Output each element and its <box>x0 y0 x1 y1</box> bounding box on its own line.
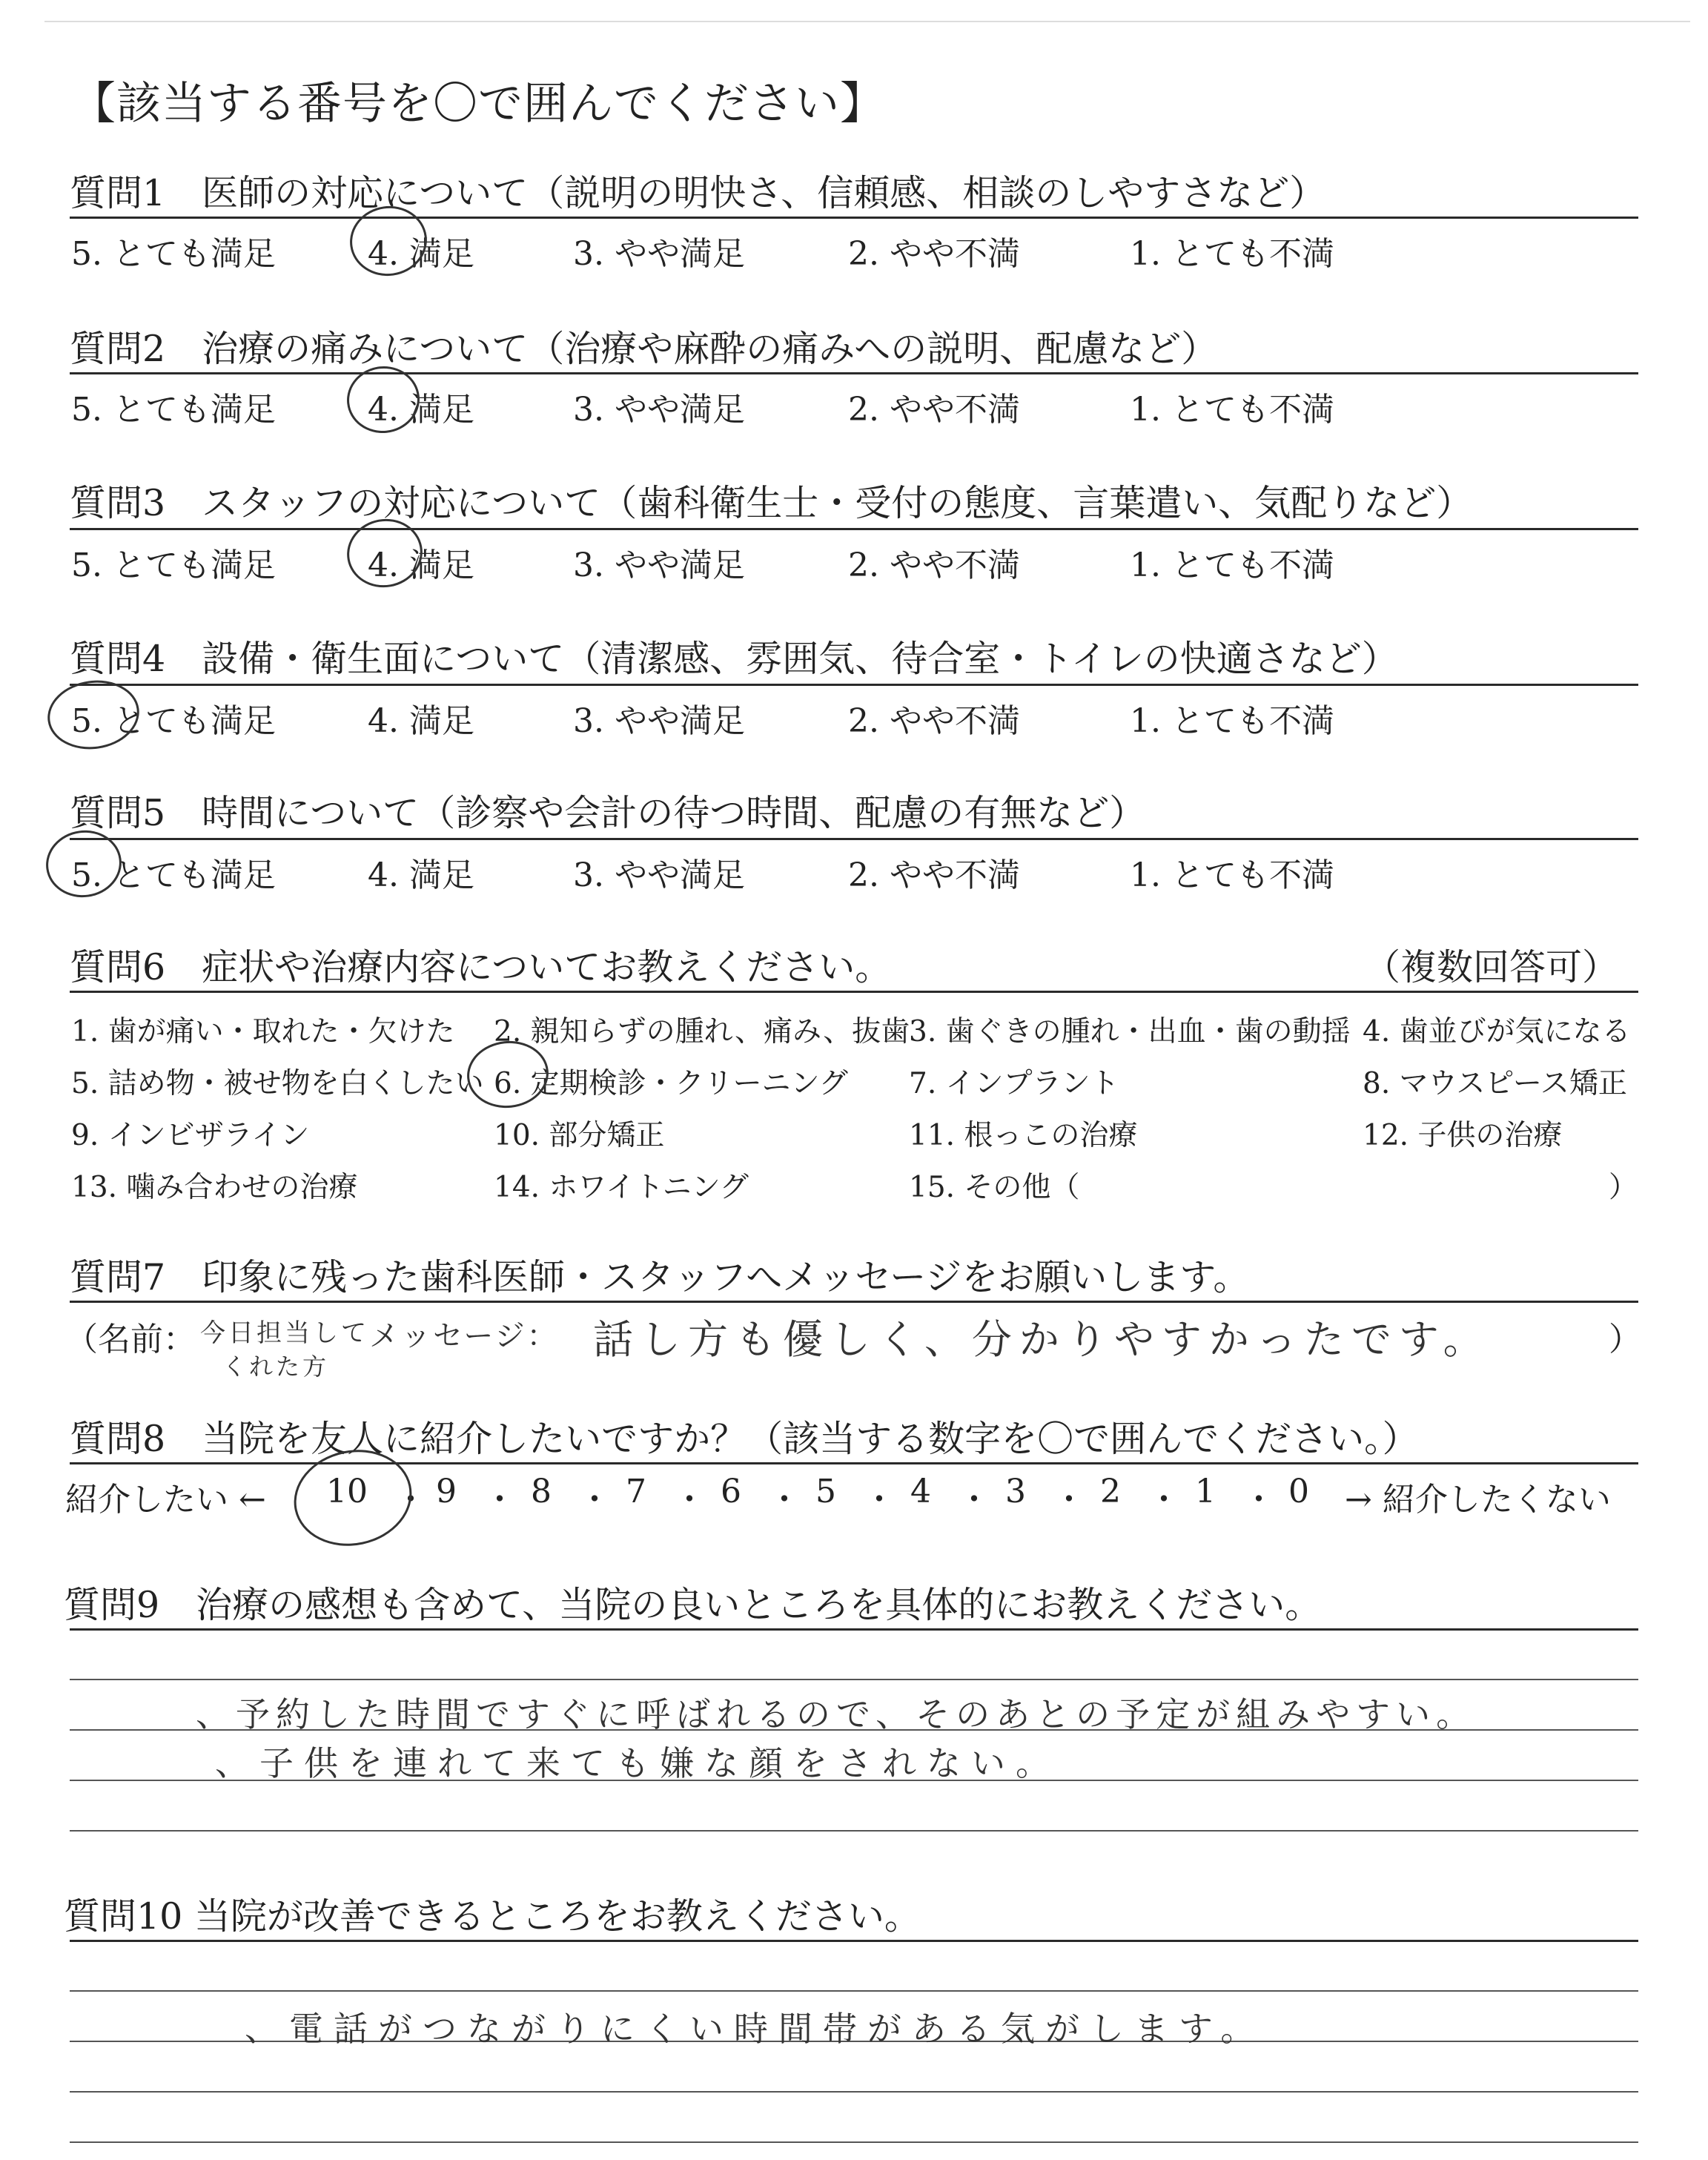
q8-dot: ・ <box>1053 1481 1085 1519</box>
q4-option-1[interactable]: 1. とても不満 <box>1130 702 1334 740</box>
question-4-rule <box>70 684 1638 686</box>
q6-option-3[interactable]: 3. 歯ぐきの腫れ・出血・歯の動揺 <box>909 1015 1351 1048</box>
question-10-title: 質問10 当院が改善できるところをお教えください。 <box>64 1895 921 1938</box>
question-1-rule <box>70 217 1638 219</box>
q8-dot: ・ <box>483 1481 516 1519</box>
q10-answer-line <box>70 1990 1638 1992</box>
question-8-title: 質問8 当院を友人に紹介したいですか？（該当する数字を〇で囲んでください。） <box>70 1418 1419 1460</box>
q9-answer-text-2[interactable]: 、子供を連れて来ても嫌な顔をされない。 <box>215 1743 1060 1783</box>
q8-number-5[interactable]: 5 <box>815 1473 836 1510</box>
q6-option-5[interactable]: 5. 詰め物・被せ物を白くしたい <box>71 1067 484 1100</box>
q6-other-close-paren: ） <box>1609 1171 1638 1204</box>
q3-option-3[interactable]: 3. やや満足 <box>573 546 745 584</box>
q3-option-1[interactable]: 1. とても不満 <box>1130 546 1334 584</box>
q8-number-4[interactable]: 4 <box>910 1473 931 1510</box>
q9-answer-line <box>70 1830 1638 1832</box>
q7-name-value-line2[interactable]: くれた方 <box>222 1353 330 1381</box>
q7-name-value-line1[interactable]: 今日担当して <box>200 1318 369 1348</box>
q6-option-9[interactable]: 9. インビザライン <box>71 1119 310 1152</box>
q8-dot: ・ <box>1242 1481 1275 1519</box>
question-2-rule <box>70 372 1638 374</box>
question-4-title: 質問4 設備・衛生面について（清潔感、雰囲気、待合室・トイレの快適さなど） <box>70 638 1398 680</box>
question-9-title: 質問9 治療の感想も含めて、当院の良いところを具体的にお教えください。 <box>64 1584 1322 1626</box>
q8-dot: ・ <box>863 1481 896 1519</box>
q8-dot: ・ <box>958 1481 990 1519</box>
question-7-rule <box>70 1301 1638 1303</box>
q8-number-0[interactable]: 0 <box>1288 1473 1309 1510</box>
q6-option-14[interactable]: 14. ホワイトニング <box>494 1171 749 1204</box>
q8-dot: ・ <box>1148 1481 1180 1519</box>
q5-option-1[interactable]: 1. とても不満 <box>1130 856 1334 894</box>
q1-option-4[interactable]: 4. 満足 <box>368 235 474 273</box>
q10-answer-line <box>70 2091 1638 2093</box>
question-5-rule <box>70 838 1638 840</box>
q5-option-4[interactable]: 4. 満足 <box>368 856 474 894</box>
q3-option-4[interactable]: 4. 満足 <box>368 546 474 584</box>
q6-option-15[interactable]: 15. その他（ <box>909 1171 1080 1204</box>
question-6-title: 質問6 症状や治療内容についてお教えください。 <box>70 946 892 988</box>
q8-dot: ・ <box>578 1481 611 1519</box>
question-8-rule <box>70 1462 1638 1464</box>
q8-number-2[interactable]: 2 <box>1100 1473 1121 1510</box>
question-3-rule <box>70 528 1638 530</box>
q8-right-label: → 紹介したくない <box>1345 1481 1611 1519</box>
question-2-title: 質問2 治療の痛みについて（治療や麻酔の痛みへの説明、配慮など） <box>70 328 1218 370</box>
question-10-rule <box>70 1940 1638 1942</box>
q8-number-10[interactable]: 10 <box>326 1473 368 1510</box>
q2-option-2[interactable]: 2. やや不満 <box>848 391 1020 429</box>
q4-option-3[interactable]: 3. やや満足 <box>573 702 745 740</box>
q7-message-label: メッセージ： <box>369 1319 559 1353</box>
q3-option-2[interactable]: 2. やや不満 <box>848 546 1020 584</box>
q8-dot: ・ <box>673 1481 706 1519</box>
q8-number-9[interactable]: 9 <box>436 1473 457 1510</box>
q5-option-2[interactable]: 2. やや不満 <box>848 856 1020 894</box>
q2-option-3[interactable]: 3. やや満足 <box>573 391 745 429</box>
q1-option-2[interactable]: 2. やや不満 <box>848 235 1020 273</box>
question-6-rule <box>70 991 1638 993</box>
q6-option-4[interactable]: 4. 歯並びが気になる <box>1363 1015 1631 1048</box>
q10-answer-text-1[interactable]: 、電話がつながりにくい時間帯がある気がします。 <box>245 2009 1265 2049</box>
q8-number-1[interactable]: 1 <box>1195 1473 1216 1510</box>
q3-option-5[interactable]: 5. とても満足 <box>71 546 276 584</box>
q4-selection-circle <box>43 675 144 755</box>
q4-option-2[interactable]: 2. やや不満 <box>848 702 1020 740</box>
page-title: 【該当する番号を〇で囲んでください】 <box>71 78 885 130</box>
q6-option-6[interactable]: 6. 定期検診・クリーニング <box>494 1067 848 1100</box>
q8-number-3[interactable]: 3 <box>1005 1473 1026 1510</box>
q2-option-1[interactable]: 1. とても不満 <box>1130 391 1334 429</box>
q8-dot: ・ <box>394 1481 427 1519</box>
q5-option-5[interactable]: 5. とても満足 <box>71 856 276 894</box>
q6-option-10[interactable]: 10. 部分矯正 <box>494 1119 665 1152</box>
q4-option-4[interactable]: 4. 満足 <box>368 702 474 740</box>
q8-number-8[interactable]: 8 <box>531 1473 552 1510</box>
question-9-rule <box>70 1628 1638 1631</box>
q1-option-1[interactable]: 1. とても不満 <box>1130 235 1334 273</box>
q2-option-5[interactable]: 5. とても満足 <box>71 391 276 429</box>
q8-dot: ・ <box>768 1481 801 1519</box>
question-6-note: （複数回答可） <box>1364 946 1619 988</box>
q6-option-13[interactable]: 13. 噛み合わせの治療 <box>71 1171 358 1204</box>
q9-answer-line <box>70 1679 1638 1680</box>
q1-option-5[interactable]: 5. とても満足 <box>71 235 276 273</box>
q6-option-1[interactable]: 1. 歯が痛い・取れた・欠けた <box>71 1015 455 1048</box>
q7-close-paren: ） <box>1609 1321 1641 1358</box>
q6-option-2[interactable]: 2. 親知らずの腫れ、痛み、抜歯 <box>494 1015 910 1048</box>
q7-name-label: （名前： <box>65 1321 196 1358</box>
question-7-title: 質問7 印象に残った歯科医師・スタッフへメッセージをお願いします。 <box>70 1256 1250 1298</box>
q5-option-3[interactable]: 3. やや満足 <box>573 856 745 894</box>
q8-left-label: 紹介したい ← <box>65 1481 266 1519</box>
q6-option-12[interactable]: 12. 子供の治療 <box>1363 1119 1563 1152</box>
top-border <box>44 21 1690 22</box>
q9-answer-text-1[interactable]: 、予約した時間ですぐに呼ばれるので、そのあとの予定が組みやすい。 <box>196 1694 1477 1734</box>
q6-option-7[interactable]: 7. インプラント <box>909 1067 1119 1100</box>
q7-message-value[interactable]: 話し方も優しく、分かりやすかったです。 <box>593 1316 1491 1363</box>
q1-option-3[interactable]: 3. やや満足 <box>573 235 745 273</box>
q4-option-5[interactable]: 5. とても満足 <box>71 702 276 740</box>
question-5-title: 質問5 時間について（診察や会計の待つ時間、配慮の有無など） <box>70 792 1146 834</box>
q10-answer-line <box>70 2141 1638 2143</box>
q8-number-7[interactable]: 7 <box>626 1473 646 1510</box>
q8-number-6[interactable]: 6 <box>721 1473 741 1510</box>
q6-option-11[interactable]: 11. 根っこの治療 <box>909 1119 1138 1152</box>
question-3-title: 質問3 スタッフの対応について（歯科衛生士・受付の態度、言葉遣い、気配りなど） <box>70 482 1473 524</box>
question-1-title: 質問1 医師の対応について（説明の明快さ、信頼感、相談のしやすさなど） <box>70 172 1326 214</box>
q6-option-8[interactable]: 8. マウスピース矯正 <box>1363 1067 1627 1100</box>
q2-option-4[interactable]: 4. 満足 <box>368 391 474 429</box>
